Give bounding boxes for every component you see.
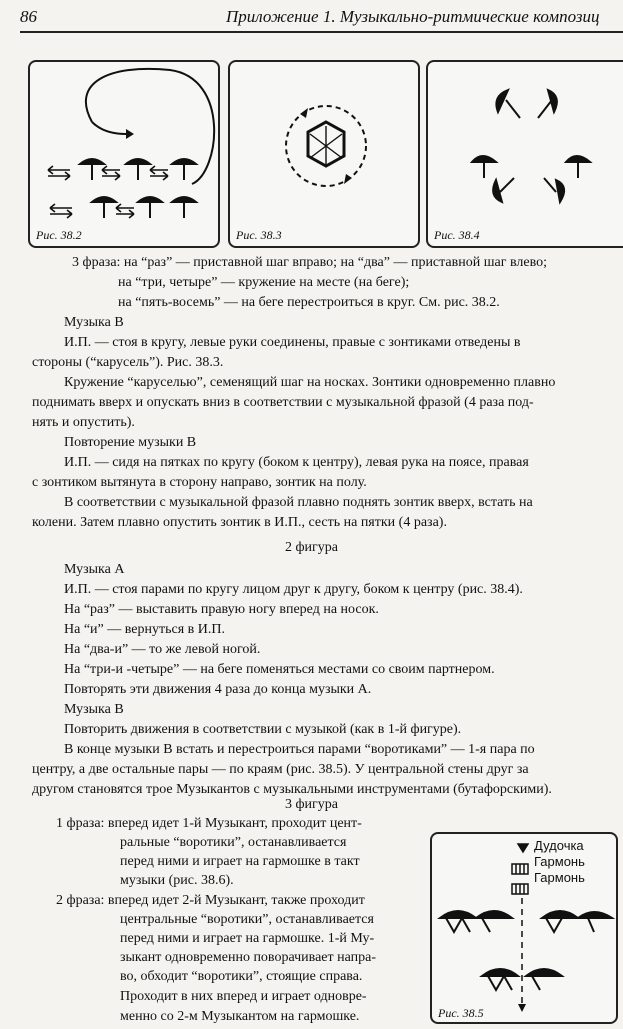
- text-line: В соответствии с музыкальной фразой плавно поднять зонтик вверх, встать на: [64, 495, 533, 510]
- heading: Музыка А: [64, 562, 125, 577]
- text-line: центру, а две остальные пары — по краям (рис. 38.5). У центральной стены друг за: [32, 762, 529, 777]
- text-line: перед ними и играет на гармошке. 1-й Му-: [120, 931, 375, 946]
- text-line: 1 фраза: вперед идет 1-й Музыкант, проходит цент-: [56, 816, 362, 831]
- heading: Повторение музыки В: [64, 435, 197, 450]
- text-line: зыкант одновременно поворачивает напра-: [120, 950, 376, 965]
- text-line: на “три, четыре” — кружение на месте (на беге);: [118, 275, 410, 290]
- text-line: с зонтиком вытянута в сторону направо, зонтик на полу.: [32, 475, 367, 490]
- text-line: В конце музыки В встать и перестроиться парами “воротиками” — 1-я пара по: [64, 742, 535, 757]
- text-line: И.П. — стоя парами по кругу лицом друг к другу, боком к центру (рис. 38.4).: [64, 582, 523, 597]
- text-line: Повторить движения в соответствии с музыкой (как в 1-й фигуре).: [64, 722, 462, 737]
- running-header: Приложение 1. Музыкально-ритмические композиц: [226, 7, 600, 26]
- text-line: ральные “воротики”, останавливается: [120, 835, 347, 850]
- heading: Музыка В: [64, 702, 124, 717]
- text-line: на “пять-восемь” — на беге перестроиться в круг. См. рис. 38.2.: [118, 295, 500, 310]
- text-line: И.П. — стоя в кругу, левые руки соединены, правые с зонтиками отведены в: [64, 335, 521, 350]
- text-line: центральные “воротики”, останавливается: [120, 912, 374, 927]
- text-line: На “три-и -четыре” — на беге поменяться местами со своим партнером.: [64, 662, 495, 677]
- gates-diagram: [432, 834, 616, 1024]
- text-line: Проходит в них вперед и играет одновре-: [120, 989, 367, 1004]
- figure-38-3: [228, 60, 420, 248]
- text-line: И.П. — сидя на пятках по кругу (боком к центру), левая рука на поясе, правая: [64, 455, 529, 470]
- carousel-diagram: [30, 62, 218, 228]
- text-line: 2 фраза: вперед идет 2-й Музыкант, также проходит: [56, 893, 365, 908]
- figure-38-5: [430, 832, 618, 1024]
- instrument-label: Гармонь: [534, 854, 585, 869]
- text-line: колени. Затем плавно опустить зонтик в И.П., сесть на пятки (4 раза).: [32, 515, 447, 530]
- heading: Музыка В: [64, 315, 124, 330]
- text-line: во, обходит “воротики”, стоящие справа.: [120, 969, 363, 984]
- figure-caption: Рис. 38.4: [434, 228, 480, 242]
- section-heading: 2 фигура: [284, 540, 339, 555]
- instrument-label: Дудочка: [534, 838, 584, 853]
- text-line: поднимать вверх и опускать вниз в соответствии с музыкальной фразой (4 раза под-: [32, 395, 534, 410]
- figure-caption: Рис. 38.3: [236, 228, 282, 242]
- figure-38-4: [426, 60, 623, 248]
- text-line: музыки (рис. 38.6).: [120, 873, 234, 888]
- text-line: На “два-и” — то же левой ногой.: [64, 642, 261, 657]
- figure-caption: Рис. 38.2: [36, 228, 82, 242]
- instrument-label: Гармонь: [534, 870, 585, 885]
- text-line: перед ними и играет на гармошке в такт: [120, 854, 360, 869]
- text-line: Повторять эти движения 4 раза до конца музыки А.: [64, 682, 372, 697]
- figure-caption: Рис. 38.5: [438, 1006, 484, 1020]
- text-line: менно со 2-м Музыкантом на гармошке.: [120, 1009, 360, 1024]
- circle-diagram: [230, 62, 418, 228]
- page-number: 86: [20, 7, 37, 26]
- header-rule: [20, 31, 623, 33]
- pairs-diagram: [428, 62, 623, 228]
- text-line: Кружение “каруселью”, семенящий шаг на носках. Зонтики одновременно плавно: [64, 375, 556, 390]
- text-line: 3 фраза: на “раз” — приставной шаг вправо; на “два” — приставной шаг влево;: [72, 255, 548, 270]
- text-line: На “раз” — выставить правую ногу вперед на носок.: [64, 602, 379, 617]
- text-line: На “и” — вернуться в И.П.: [64, 622, 225, 637]
- section-heading: 3 фигура: [284, 797, 339, 812]
- text-line: стороны (“карусель”). Рис. 38.3.: [32, 355, 224, 370]
- text-line: нять и опустить).: [32, 415, 135, 430]
- text-line: другом становятся трое Музыкантов с музыкальными инструментами (бутафорскими).: [32, 782, 552, 797]
- figure-38-2: [28, 60, 220, 248]
